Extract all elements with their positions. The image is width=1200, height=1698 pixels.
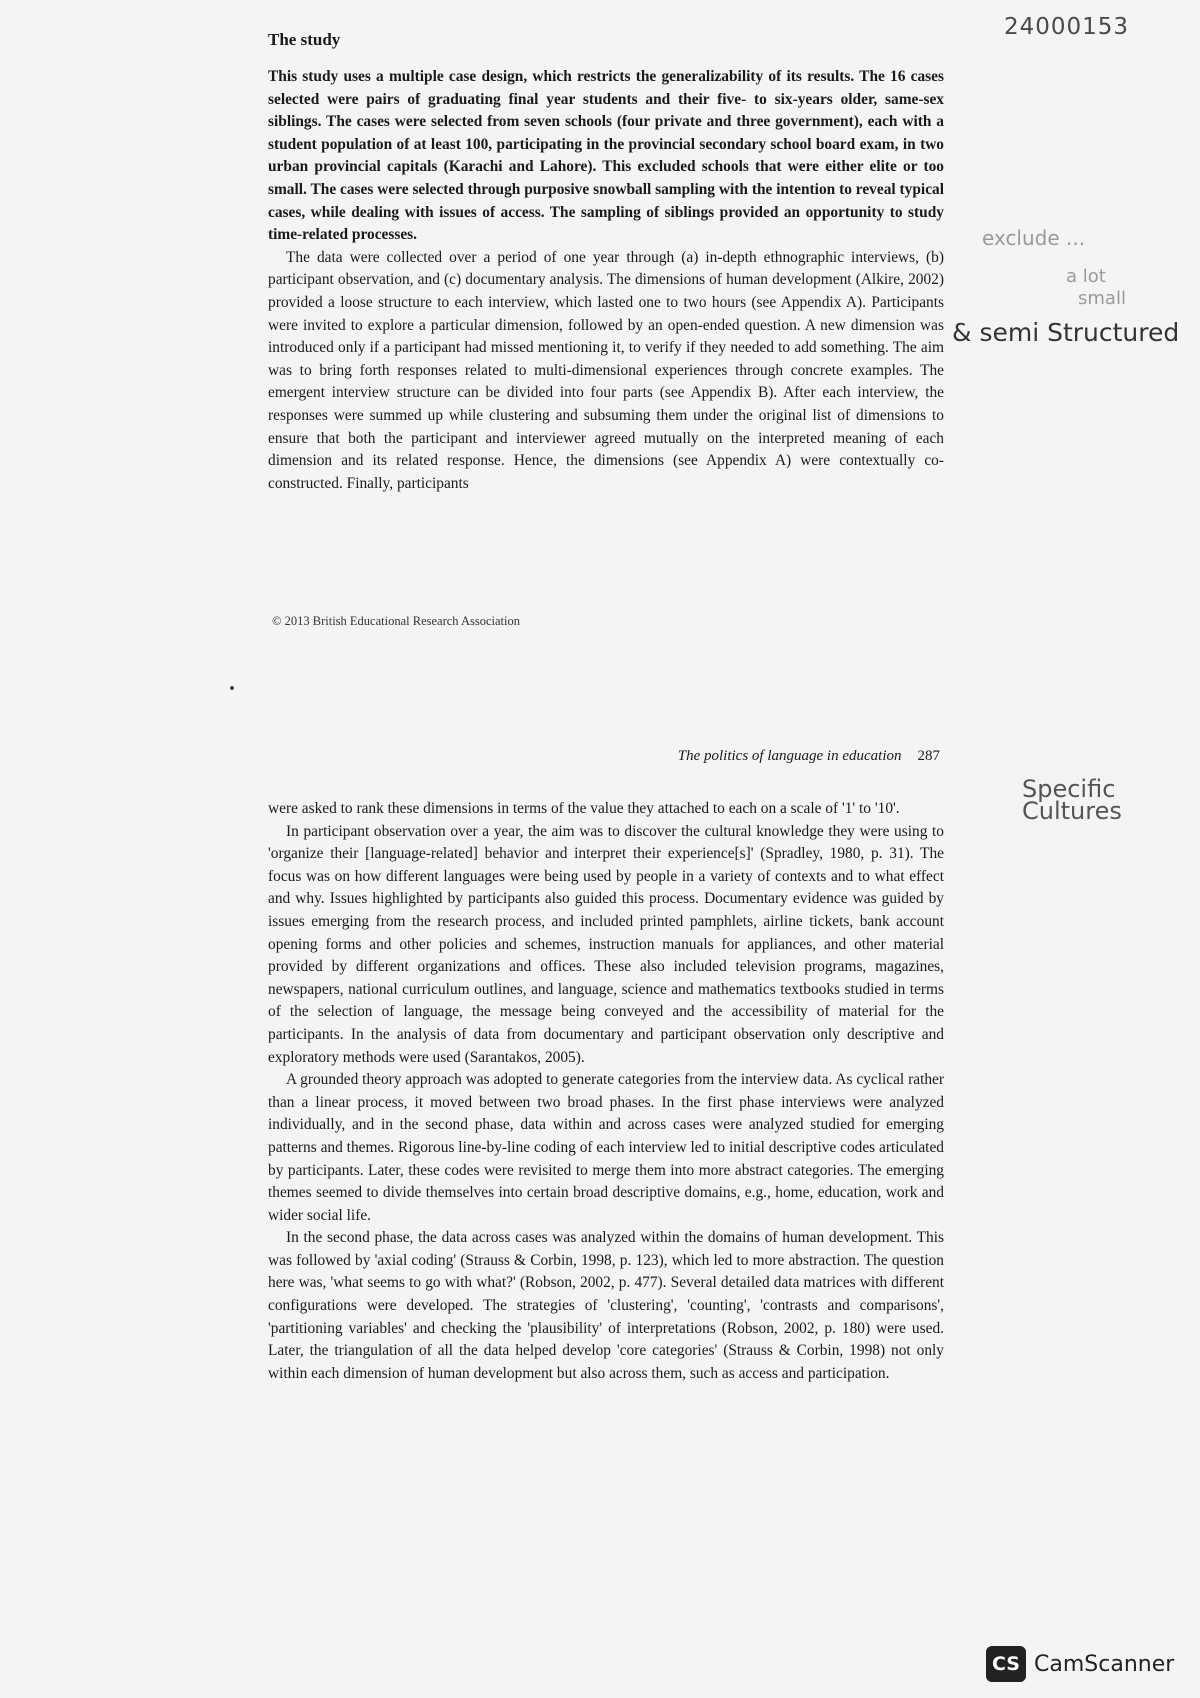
margin-note-small: small — [1078, 288, 1126, 309]
camscanner-logo-icon: CS — [986, 1646, 1026, 1682]
section-heading: The study — [268, 30, 341, 49]
handwritten-document-id: 24000153 — [1004, 14, 1130, 40]
page1-body — [268, 66, 944, 495]
paragraph-study-design: This study uses a multiple case design, which restricts the generalizability of its results. The 16 cases selected were pairs of graduating final year students and their five- to six-years older, same-sex siblings. The cases were selected from seven schools (four private and three government), each with a student population of at least 100, participating in the provincial secondary school board exam, in two urban provincial capitals (Karachi and Lahore). This excluded schools that were either elite or too small. The cases were selected through purposive snowball sampling with the intention to reveal typical cases, while dealing with issues of access. The sampling of siblings provided an opportunity to study time-related processes. — [268, 68, 944, 244]
page2-body — [268, 798, 944, 1385]
copyright-footer: © 2013 British Educational Research Association — [272, 614, 520, 628]
margin-note-semi-structured: & semi Structured — [952, 318, 1180, 347]
margin-note-specific-cultures: Specific Cultures — [1022, 775, 1122, 825]
paragraph-data-collection: The data were collected over a period of one year through (a) in-depth ethnographic interviews, (b) participant observation, and (c) documentary analysis. The dimensions of human development (Alkire, 2002) provided a loose structure to each interview, which lasted one to two hours (see Appendix A). Participants were invited to explore a particular dimension, followed by an open-ended question. A new dimension was introduced only if a participant had missed mentioning it, to verify if they needed to add something. The aim was to bring forth responses related to multi-dimensional experiences through concrete examples. The emergent interview structure can be divided into four parts (see Appendix B). After each interview, the responses were summed up while clustering and subsuming them under the original list of dimensions to ensure that both the participant and interviewer agreed mutually on the interpreted meaning of each dimension and its related response. Hence, the dimensions (see Appendix A) were contextually co-constructed. Finally, participants — [268, 248, 944, 492]
camscanner-watermark — [986, 1646, 1174, 1682]
paragraph-participant-observation: In participant observation over a year, the aim was to discover the cultural knowledge they were using to 'organize their [language-related] behavior and interpret their experience[s]' (Spradley, 1980, p. 31). The focus was on how different languages were being used by people in a variety of contexts and to what effect and why. Issues highlighted by participants also guided this process. Documentary evidence was guided by issues emerging from the research process, and included printed pamphlets, airline tickets, bank account opening forms and other policies and schemes, instruction manuals for appliances, and other material provided by different organizations and offices. These also included television programs, magazines, newspapers, national curriculum outlines, and language, science and mathematics textbooks studied in terms of the selection of language, the message being conveyed and the accessibility of material for the participants. In the analysis of data from documentary and participant observation only descriptive and exploratory methods were used (Sarantakos, 2005). — [268, 822, 944, 1066]
margin-note-exclude: exclude ... — [982, 226, 1086, 250]
running-header-title: The politics of language in education — [677, 748, 902, 764]
running-header — [620, 748, 940, 765]
paragraph-second-phase: In the second phase, the data across cases was analyzed within the domains of human development. This was followed by 'axial coding' (Strauss & Corbin, 1998, p. 123), which led to more abstraction. The question here was, 'what seems to go with what?' (Robson, 2002, p. 477). Several detailed data matrices with different configurations were developed. The strategies of 'clustering', 'counting', 'contrasts and comparisons', 'partitioning variables' and checking the 'plausibility' of interpretations (Robson, 2002, p. 180) were used. Later, the triangulation of all the data helped develop 'core categories' (Strauss & Corbin, 1998) not only within each dimension of human development but also across them, such as access and participation. — [268, 1229, 944, 1382]
paragraph-grounded-theory: A grounded theory approach was adopted to generate categories from the interview data. As cyclical rather than a linear process, it moved between two broad phases. In the first phase interviews were analyzed individually, and in the second phase, data within and across cases were analyzed studied for emerging patterns and themes. Rigorous line-by-line coding of each interview led to initial descriptive codes articulated by participants. Later, these codes were revisited to merge them into more abstract categories. The emerging themes seemed to divide themselves into certain broad descriptive domains, e.g., home, education, work and wider social life. — [268, 1071, 944, 1224]
paragraph-ranking: were asked to rank these dimensions in terms of the value they attached to each on a scale of '1' to '10'. — [268, 800, 900, 817]
page-number: 287 — [917, 748, 940, 764]
margin-note-a-lot: a lot — [1066, 266, 1106, 287]
camscanner-logo-text: CamScanner — [1034, 1651, 1175, 1677]
scan-speck — [230, 686, 234, 690]
